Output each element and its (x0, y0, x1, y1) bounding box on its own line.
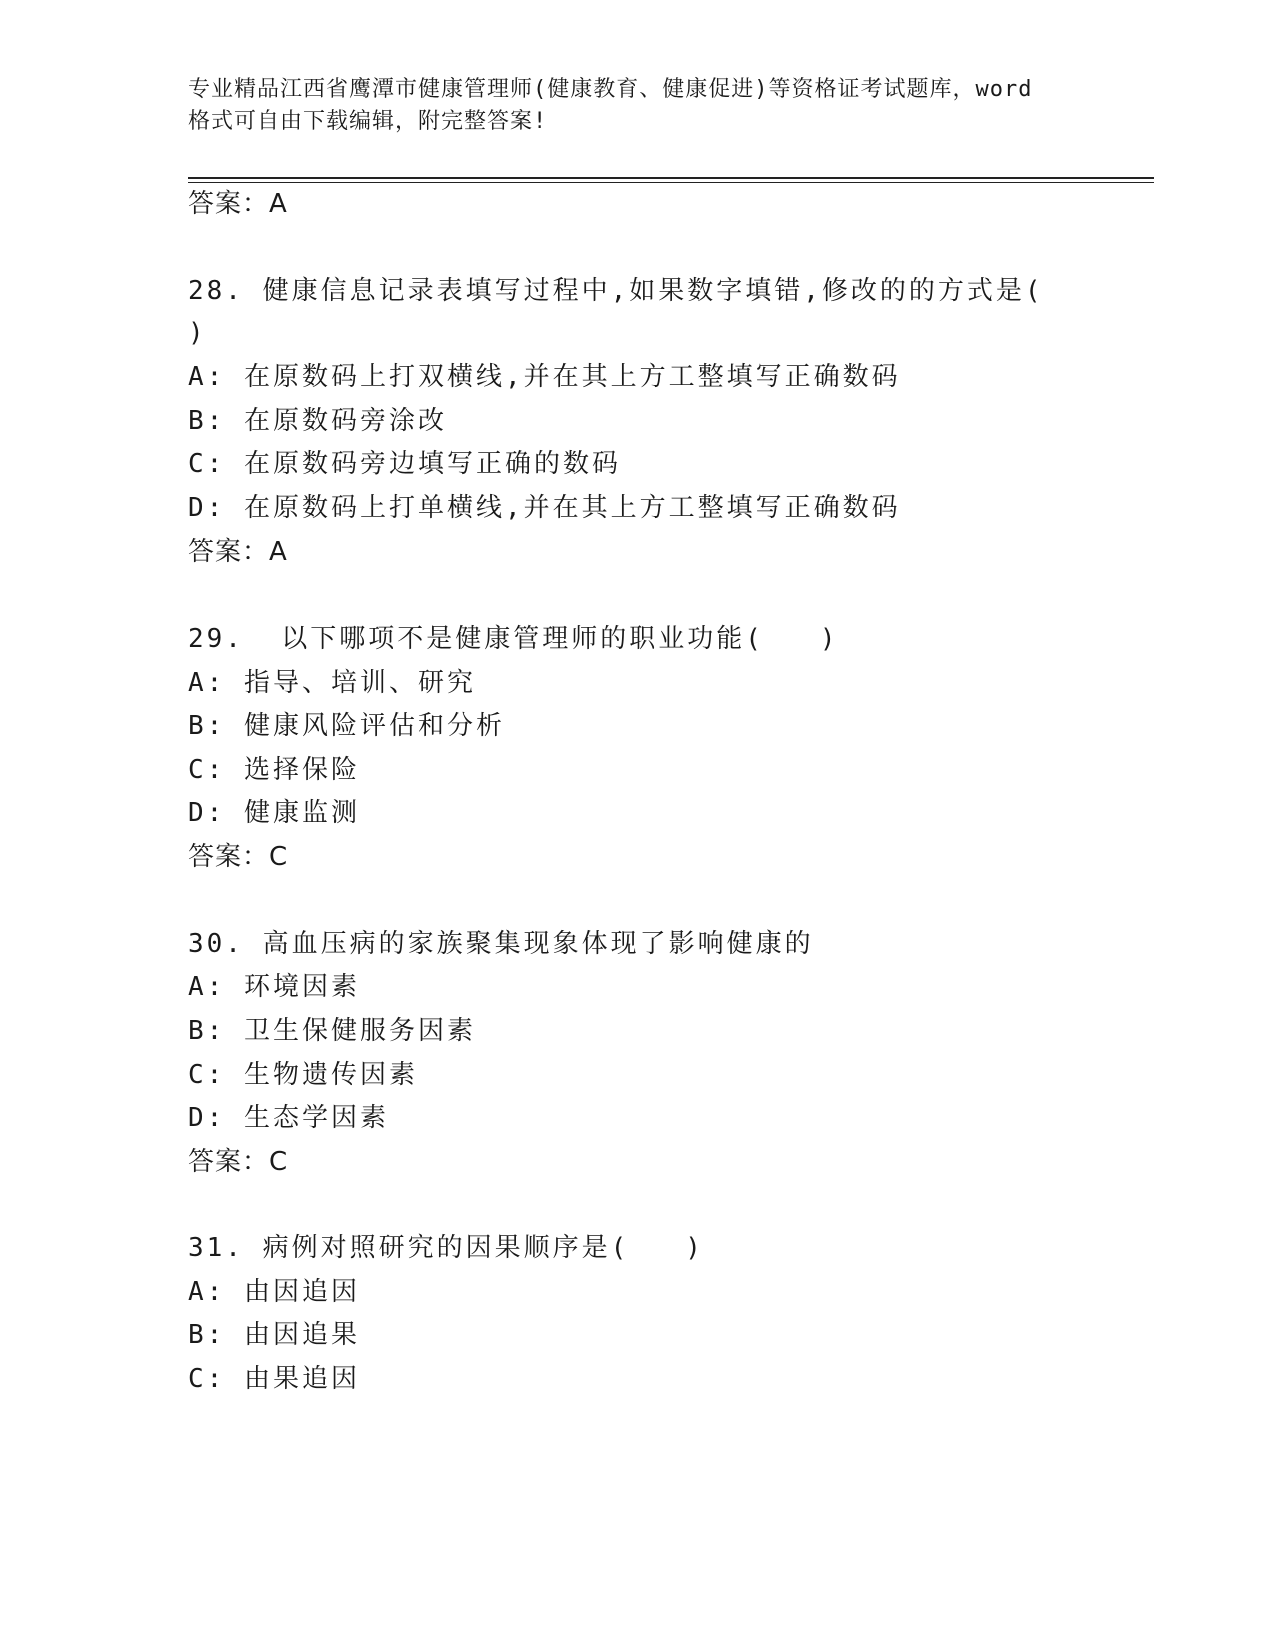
question-30-option-b: B: 卫生保健服务因素 (188, 1016, 476, 1046)
prev-answer: 答案：A (188, 189, 288, 219)
question-30-option-a: A: 环境因素 (188, 972, 360, 1002)
question-30-answer: 答案：C (188, 1147, 289, 1177)
question-29-option-a: A: 指导、培训、研究 (188, 668, 476, 698)
question-31-option-a: A: 由因追因 (188, 1277, 360, 1307)
document-header (188, 74, 1088, 138)
question-31-option-c: C: 由果追因 (188, 1364, 360, 1394)
question-31-stem: 31. 病例对照研究的因果顺序是( ) (188, 1233, 704, 1263)
header-divider (188, 177, 1154, 179)
header-line-1: 专业精品江西省鹰潭市健康管理师(健康教育、健康促进)等资格证考试题库，word (188, 77, 1033, 102)
question-28-stem-cont: ) (188, 318, 207, 348)
question-29-answer: 答案：C (188, 842, 289, 872)
question-30-option-d: D: 生态学因素 (188, 1103, 389, 1133)
question-29-option-b: B: 健康风险评估和分析 (188, 711, 505, 741)
header-line-2: 格式可自由下载编辑，附完整答案! (188, 109, 548, 134)
header-divider-thin (188, 182, 1154, 183)
question-28-option-c: C: 在原数码旁边填写正确的数码 (188, 449, 621, 479)
question-29-option-d: D: 健康监测 (188, 798, 360, 828)
question-30-option-c: C: 生物遗传因素 (188, 1060, 418, 1090)
question-31-option-b: B: 由因追果 (188, 1320, 360, 1350)
question-28-answer: 答案：A (188, 537, 288, 567)
question-29-stem: 29. 以下哪项不是健康管理师的职业功能( ) (188, 624, 839, 654)
question-28-stem: 28. 健康信息记录表填写过程中,如果数字填错,修改的的方式是( (188, 276, 1044, 306)
question-29-option-c: C: 选择保险 (188, 755, 360, 785)
question-28-option-a: A: 在原数码上打双横线,并在其上方工整填写正确数码 (188, 362, 901, 392)
question-30-stem: 30. 高血压病的家族聚集现象体现了影响健康的 (188, 929, 814, 959)
question-28-option-b: B: 在原数码旁涂改 (188, 406, 447, 436)
question-28-option-d: D: 在原数码上打单横线,并在其上方工整填写正确数码 (188, 493, 901, 523)
